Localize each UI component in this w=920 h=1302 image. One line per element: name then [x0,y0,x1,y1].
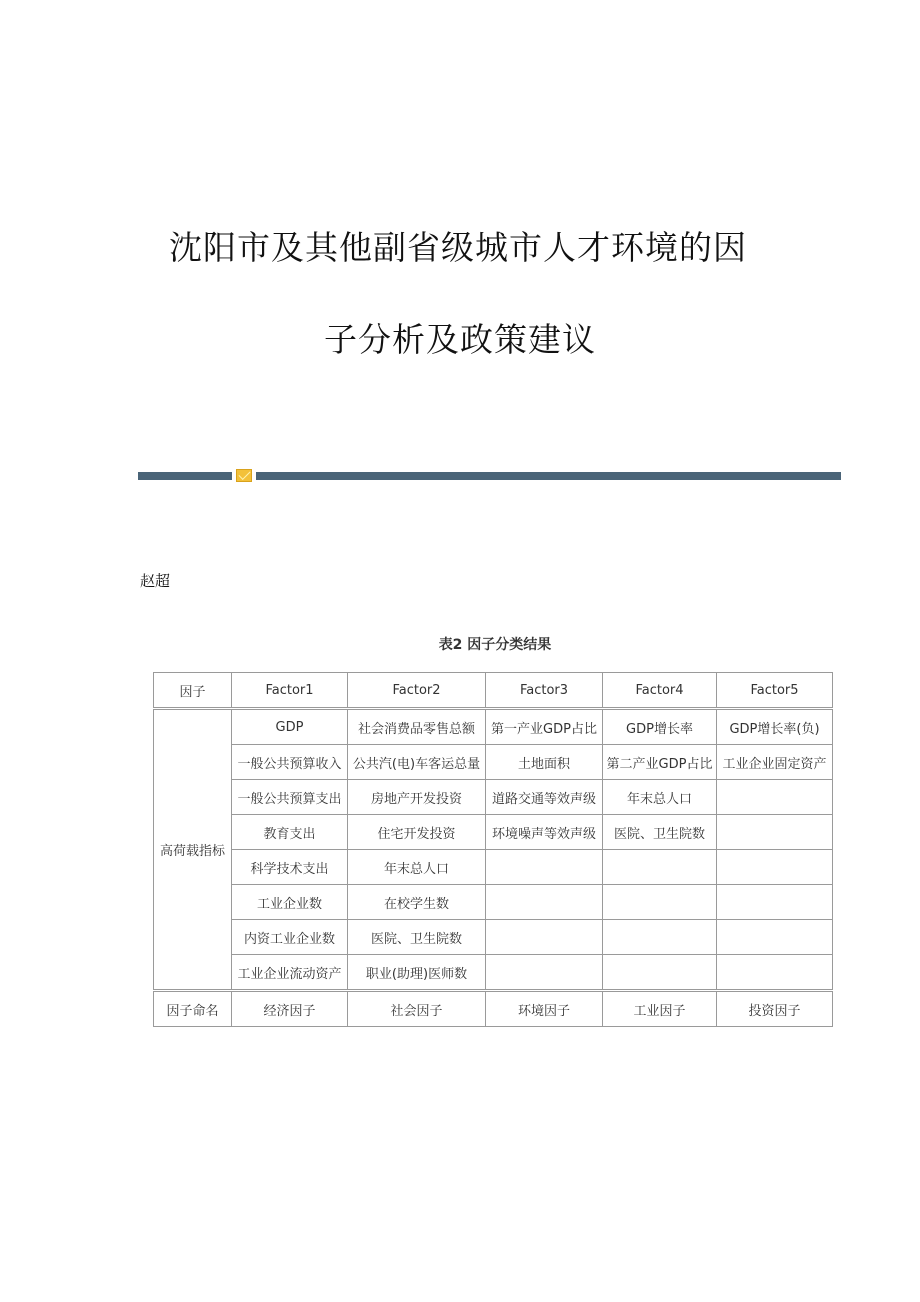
header-cell: 因子 [154,673,232,709]
divider-bar-right [256,472,841,480]
table-cell: 土地面积 [486,745,603,780]
table-cell: 年末总人口 [603,780,717,815]
table-cell [717,920,833,955]
table-cell [486,885,603,920]
row-group-label: 高荷载指标 [154,709,232,991]
footer-cell: 因子命名 [154,991,232,1027]
footer-cell: 工业因子 [603,991,717,1027]
table-cell: 年末总人口 [348,850,486,885]
table-cell [717,850,833,885]
table-cell: 内资工业企业数 [232,920,348,955]
table-cell: GDP [232,709,348,745]
table-cell: 工业企业流动资产 [232,955,348,991]
table-cell: 第二产业GDP占比 [603,745,717,780]
table-cell: 工业企业数 [232,885,348,920]
table-cell: GDP增长率 [603,709,717,745]
table-cell: 教育支出 [232,815,348,850]
table-cell [486,920,603,955]
header-cell: Factor1 [232,673,348,709]
table-cell [603,850,717,885]
header-cell: Factor2 [348,673,486,709]
header-cell: Factor4 [603,673,717,709]
author: 赵超 [140,572,171,590]
table-cell [717,815,833,850]
header-cell: Factor3 [486,673,603,709]
factor-table [153,672,833,1027]
header-cell: Factor5 [717,673,833,709]
table-cell: 一般公共预算收入 [232,745,348,780]
table-cell: 职业(助理)医师数 [348,955,486,991]
document-title-line2: 子分析及政策建议 [324,320,596,359]
envelope-icon [236,469,252,482]
footer-cell: 投资因子 [717,991,833,1027]
footer-cell: 社会因子 [348,991,486,1027]
table-header-row [154,673,833,709]
table-row [154,745,833,780]
table-row [154,815,833,850]
table-cell: 住宅开发投资 [348,815,486,850]
footer-cell: 环境因子 [486,991,603,1027]
table-cell [717,955,833,991]
table-cell: 一般公共预算支出 [232,780,348,815]
table-cell: 房地产开发投资 [348,780,486,815]
table-caption: 表2 因子分类结果 [438,637,552,653]
table-cell: 医院、卫生院数 [603,815,717,850]
table-cell: 在校学生数 [348,885,486,920]
table-cell: 道路交通等效声级 [486,780,603,815]
divider-bar-left [138,472,232,480]
table-row [154,955,833,991]
table-cell: 科学技术支出 [232,850,348,885]
table-cell [603,885,717,920]
table-row [154,920,833,955]
table-row [154,709,833,745]
table-cell: 工业企业固定资产 [717,745,833,780]
table-row [154,885,833,920]
factor-name-row [154,991,833,1027]
table-cell [603,955,717,991]
table-cell [717,780,833,815]
document-title-line1: 沈阳市及其他副省级城市人才环境的因 [169,228,747,267]
table-cell: 社会消费品零售总额 [348,709,486,745]
table-cell: GDP增长率(负) [717,709,833,745]
table-cell [486,955,603,991]
table-cell: 第一产业GDP占比 [486,709,603,745]
table-row [154,780,833,815]
table-cell [717,885,833,920]
table-row [154,850,833,885]
table-cell [603,920,717,955]
table-cell: 环境噪声等效声级 [486,815,603,850]
table-cell [486,850,603,885]
table-cell: 公共汽(电)车客运总量 [348,745,486,780]
table-cell: 医院、卫生院数 [348,920,486,955]
footer-cell: 经济因子 [232,991,348,1027]
